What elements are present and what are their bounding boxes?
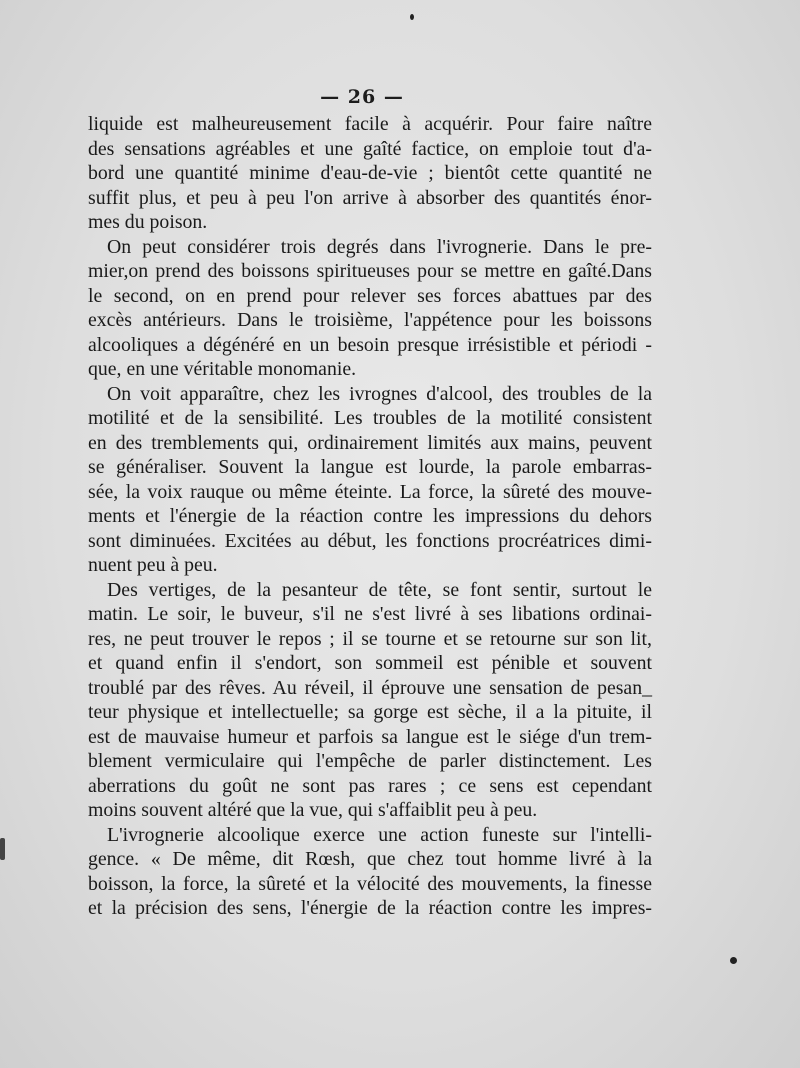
- body-text: [88, 112, 652, 921]
- text-line: On voit apparaître, chez les ivrognes d'alcool, des troubles de la: [107, 382, 652, 405]
- text-line: sée, la voix rauque ou même éteinte. La force, la sûreté des mouve-: [88, 480, 652, 503]
- text-line: que, en une véritable monomanie.: [88, 358, 357, 380]
- text-line: suffit plus, et peu à peu l'on arrive à absorber des quantités énor-: [88, 186, 652, 209]
- text-line: motilité et de la sensibilité. Les troubles de la motilité consistent: [88, 407, 652, 429]
- text-line: On peut considérer trois degrés dans l'ivrognerie. Dans le pre-: [107, 235, 652, 258]
- text-line: liquide est malheureusement facile à acquérir. Pour faire naître: [88, 113, 652, 135]
- text-line: sont diminuées. Excitées au début, les fonctions procréatrices dimi-: [88, 529, 652, 552]
- ink-speck: [730, 957, 737, 964]
- text-line: se généraliser. Souvent la langue est lourde, la parole embarras-: [88, 456, 652, 478]
- text-line: troublé par des rêves. Au réveil, il éprouve une sensation de pesan_: [88, 676, 652, 699]
- text-line: gence. « De même, dit Rœsh, que chez tout homme livré à la: [88, 848, 652, 870]
- text-line: blement vermiculaire qui l'empêche de parler distinctement. Les: [88, 750, 652, 772]
- text-line: aberrations du goût ne sont pas rares ; ce sens est cependant: [88, 774, 652, 797]
- text-line: teur physique et intellectuelle; sa gorge est sèche, il a la pituite, il: [88, 701, 652, 723]
- page-edge-mark: [0, 838, 5, 860]
- text-line: boisson, la force, la sûreté et la vélocité des mouvements, la finesse: [88, 872, 652, 895]
- text-line: et quand enfin il s'endort, son sommeil est pénible et souvent: [88, 652, 652, 674]
- text-line: ments et l'énergie de la réaction contre les impressions du dehors: [88, 505, 652, 527]
- text-line: L'ivrognerie alcoolique exerce une action funeste sur l'intelli-: [107, 823, 652, 846]
- text-line: et la précision des sens, l'énergie de la réaction contre les impres-: [88, 897, 652, 919]
- text-line: excès antérieurs. Dans le troisième, l'appétence pour les boissons: [88, 309, 652, 331]
- text-line: matin. Le soir, le buveur, s'il ne s'est livré à ses libations ordinai-: [88, 603, 652, 625]
- text-line: des sensations agréables et une gaîté factice, on emploie tout d'a-: [88, 137, 652, 160]
- text-line: mes du poison.: [88, 211, 208, 233]
- text-line: bord une quantité minime d'eau-de-vie ; bientôt cette quantité ne: [88, 162, 652, 184]
- ink-speck: [410, 14, 414, 20]
- text-line: mier,on prend des boissons spiritueuses pour se mettre en gaîté.Dans: [88, 260, 652, 282]
- text-line: res, ne peut trouver le repos ; il se tourne et se retourne sur son lit,: [88, 627, 652, 650]
- text-line: est de mauvaise humeur et parfois sa langue est le siége d'un trem-: [88, 725, 652, 748]
- text-line: Des vertiges, de la pesanteur de tête, se font sentir, surtout le: [107, 578, 652, 601]
- text-line: nuent peu à peu.: [88, 554, 218, 576]
- page-number: — 26 —: [320, 86, 404, 108]
- text-line: le second, on en prend pour relever ses forces abattues par des: [88, 284, 652, 307]
- text-line: alcooliques a dégénéré en un besoin presque irrésistible et périodi -: [88, 333, 652, 356]
- text-line: en des tremblements qui, ordinairement limités aux mains, peuvent: [88, 431, 652, 454]
- text-line: moins souvent altéré que la vue, qui s'affaiblit peu à peu.: [88, 799, 538, 821]
